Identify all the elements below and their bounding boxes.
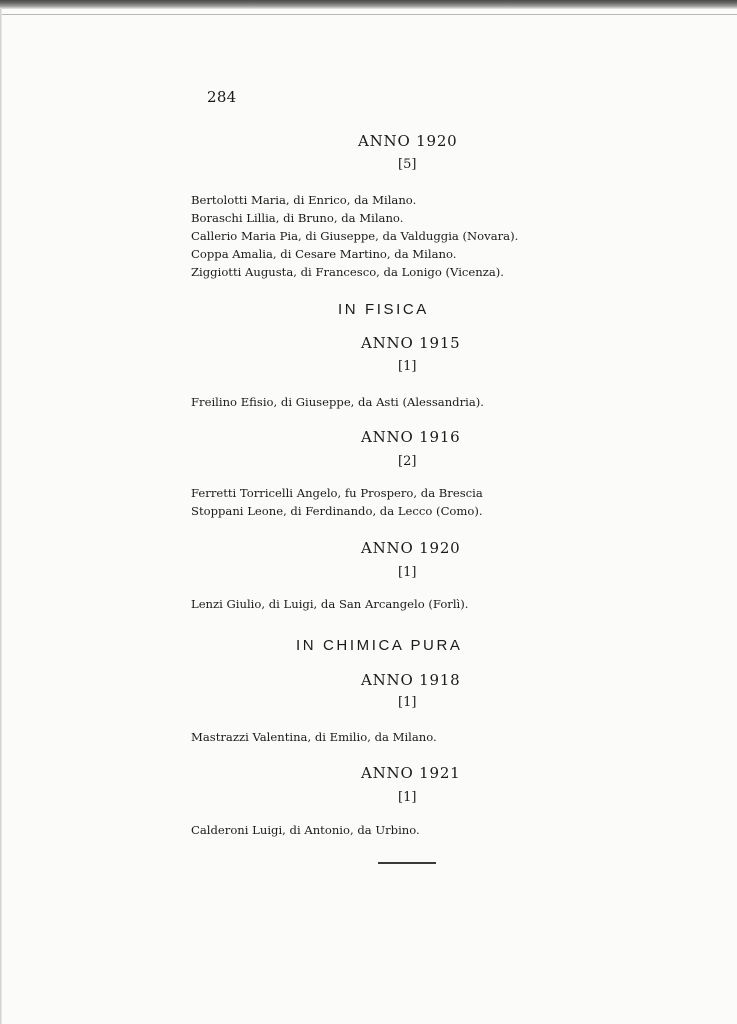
year-heading: ANNO 1921: [361, 764, 461, 782]
list-item: Ziggiotti Augusta, di Francesco, da Lonigo (Vicenza).: [191, 265, 504, 279]
list-item: Lenzi Giulio, di Luigi, da San Arcangelo (Forlì).: [191, 597, 469, 611]
list-item: Calderoni Luigi, di Antonio, da Urbino.: [191, 823, 420, 837]
section-heading-fisica: IN FISICA: [338, 301, 429, 318]
list-item: Coppa Amalia, di Cesare Martino, da Milano.: [191, 247, 457, 261]
entry-count: [5]: [398, 157, 417, 172]
entry-count: [1]: [398, 695, 417, 710]
list-item: Callerio Maria Pia, di Giuseppe, da Valduggia (Novara).: [191, 229, 519, 243]
list-item: Mastrazzi Valentina, di Emilio, da Milano.: [191, 730, 437, 744]
scan-top-line: [0, 14, 737, 15]
year-heading: ANNO 1918: [361, 671, 461, 689]
list-item: Boraschi Lillia, di Bruno, da Milano.: [191, 211, 404, 225]
year-heading: ANNO 1920: [358, 132, 458, 150]
entry-count: [2]: [398, 454, 417, 469]
year-heading: ANNO 1916: [361, 428, 461, 446]
section-heading-chimica: IN CHIMICA PURA: [296, 637, 463, 654]
page-number: 284: [207, 88, 237, 106]
scan-top-border: [0, 0, 737, 9]
end-rule: [378, 862, 436, 864]
entry-count: [1]: [398, 565, 417, 580]
list-item: Stoppani Leone, di Ferdinando, da Lecco (Como).: [191, 504, 483, 518]
scan-left-edge: [0, 9, 2, 1024]
entry-count: [1]: [398, 790, 417, 805]
list-item: Bertolotti Maria, di Enrico, da Milano.: [191, 193, 417, 207]
list-item: Freilino Efisio, di Giuseppe, da Asti (Alessandria).: [191, 395, 484, 409]
year-heading: ANNO 1915: [361, 334, 461, 352]
year-heading: ANNO 1920: [361, 539, 461, 557]
entry-count: [1]: [398, 359, 417, 374]
list-item: Ferretti Torricelli Angelo, fu Prospero, da Brescia: [191, 486, 483, 500]
